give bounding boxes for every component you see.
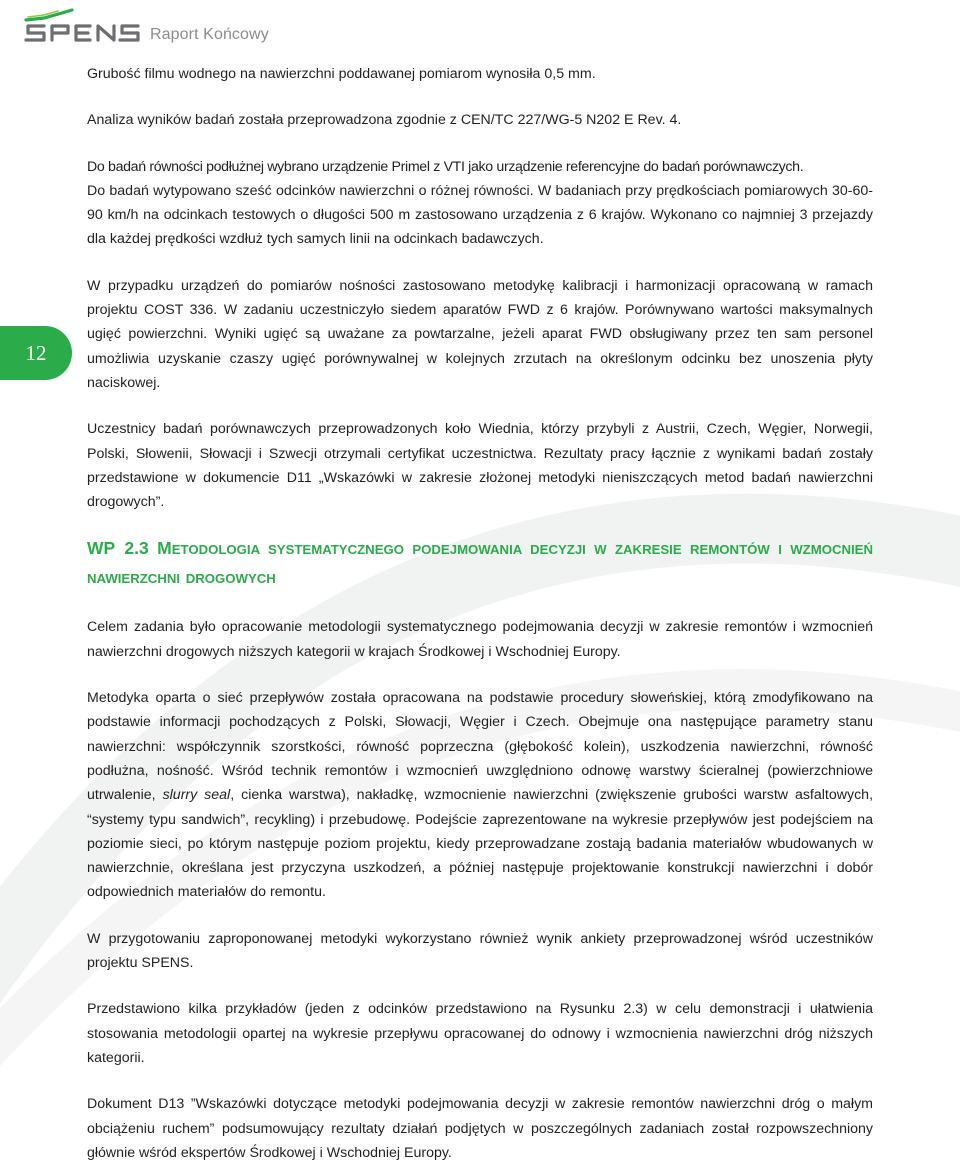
page-number-badge [0,326,72,380]
paragraph-survey: W przygotowaniu zaproponowanej metodyki wykorzystano również wynik ankiety przeprowadzonej wśród uczestników projektu SPENS. [87,930,873,972]
header-title: Raport Końcowy [150,26,269,43]
paragraph-examples: Przedstawiono kilka przykładów (jeden z odcinków przedstawiono na Rysunku 2.3) w celu demonstracji i ułatwienia stosowania metodologii opartej na wykresie przepływu opracowanej do odnowy i wzmocnienia nawierzchni dróg niższych kategorii. [87,1001,873,1066]
paragraph-longitudinal-evenness-line1: Do badań równości podłużnej wybrano urządzenie Primel z VTI jako urządzenie referencyjne do badań porównawczych. [87,158,804,175]
page-header [22,6,269,46]
spens-logo [22,6,142,46]
paragraph-participants: Uczestnicy badań porównawczych przeprowadzonych koło Wiednia, którzy przybyli z Austrii, Czech, Węgier, Norwegii, Polski, Słowenii, Słowacji i Szwecji otrzymali certyfikat uczestnictwa. Rezultaty pracy łącznie z wynikami badań zostały przedstawione w dokumencie D11 „Wskazówki w zakresie złożonej metodyki nieniszczących metod badań nawierzchni drogowych”. [87,421,873,511]
main-content [87,62,873,1165]
paragraph-d13: Dokument D13 ”Wskazówki dotyczące metodyki podejmowania decyzji w zakresie remontów nawierzchni dróg o małym obciążeniu ruchem” podsumowujący rezultaty działań podjętych w poszczególnych zadaniach został rozpowszechniony głównie wśród ekspertów Środkowej i Wschodniej Europy. [87,1096,873,1161]
section-number: WP 2.3 [87,538,149,559]
section-heading-line2: NAWIERZCHNI DROGOWYCH [87,571,276,587]
paragraph-longitudinal-evenness-rest: Do badań wytypowano sześć odcinków nawierzchni o różnej równości. W badaniach przy prędkościach pomiarowych 30-60-90 km/h na odcinkach testowych o długości 500 m zastosowano urządzenia z 6 krajów. Wykonano co najmniej 3 przejazdy dla każdej prędkości wzdłuż tych samych linii na odcinkach badawczych. [87,182,873,248]
section-heading-wp23 [87,534,873,593]
section-heading-line1: WP 2.3 METODOLOGIA SYSTEMATYCZNEGO PODEJMOWANIA DECYZJI W ZAKRESIE REMONTÓW I WZMOCNIEŃ [87,538,873,559]
paragraph-water-film: Grubość filmu wodnego na nawierzchni poddawanej pomiarom wynosiła 0,5 mm. [87,66,596,82]
paragraph-goal: Celem zadania było opracowanie metodologii systematycznego podejmowania decyzji w zakresie remontów i wzmocnień nawierzchni drogowych niższych kategorii w krajach Środkowej i Wschodniej Europy. [87,619,873,660]
paragraph-longitudinal-evenness [87,155,873,252]
slurry-seal-term: slurry seal [162,787,231,804]
page-number: 12 [25,340,47,365]
paragraph-analysis: Analiza wyników badań została przeprowadzona zgodnie z CEN/TC 227/WG-5 N202 E Rev. 4. [87,112,682,129]
paragraph-fwd: W przypadku urządzeń do pomiarów nośności zastosowano metodykę kalibracji i harmonizacji opracowaną w ramach projektu COST 336. W zadaniu uczestniczyło siedem aparatów FWD z 6 krajów. Porównywano wartości maksymalnych ugięć powierzchni. Wyniki ugięć są uważane za powtarzalne, jeżeli aparat FWD obsługiwany przez ten sam personel umożliwia uzyskanie czaszy ugięć porównywalnej w kolejnych zrzutach na określonym odcinku bez unoszenia płyty naciskowej. [87,277,873,391]
paragraph-methodology: Metodyka oparta o sieć przepływów została opracowana na podstawie procedury słoweńskiej, którą zmodyfikowano na podstawie informacji pochodzących z Polski, Słowacji, Węgier i Czech. Obejmuje ona następujące parametry stanu nawierzchni: współczynnik szorstkości, równość poprzeczna (głębokość kolein), uszkodzenia nawierzchni, równość podłużna, nośność. Wśród technik remontów i wzmocnień uwzględniono odnowę warstwy ścieralnej (powierzchniowe utrwalenie, slurry seal, cienka warstwa), nakładkę, wzmocnienie nawierzchni (zwiększenie grubości warstw asfaltowych, “systemy typu sandwich”, recykling) i przebudowę. Podejście zaprezentowane na wykresie przepływów jest podejściem na poziomie sieci, po którym następuje poziom projektu, kiedy przeprowadzane zostają badania materiałów wbudowanych w nawierzchnie, określana jest przyczyna uszkodzeń, a później następuje projektowanie konstrukcji nawierzchni i dobór odpowiednich materiałów do remontu. [87,690,874,901]
